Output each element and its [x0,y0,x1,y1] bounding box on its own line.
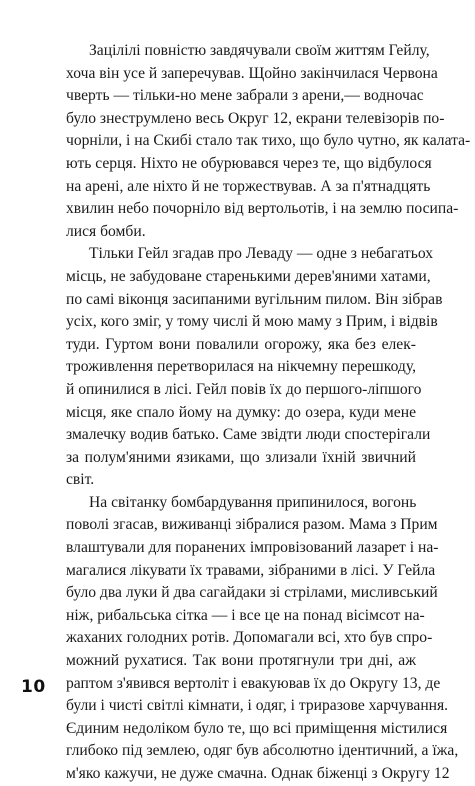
text-line: На світанку бомбардування припинилося, вогонь [89,493,417,511]
page-number: 10 [21,677,46,697]
text-line: змалечку водив батько. Саме звідти люди спостерігали [66,426,431,444]
text-line: місць, не забудоване старенькими дерев'яними хатами, [66,267,431,285]
text-line: було знеструмлено весь Округ 12, екрани телевізорів по- [66,109,445,127]
text-line: хоча він усе й заперечував. Щойно закінчилася Червона [66,64,438,82]
text-line: за полум'яними язиками, що злизали їхній звичний [66,448,416,466]
text-line: троживлення перетворилася на нікчемну перешкоду, [66,358,416,376]
text-line: Тільки Гейл згадав про Леваду — одне з небагатьох [89,245,434,263]
text-line: були і чисті світлі кімнати, і одяг, і триразове харчування. [66,697,449,715]
text-line: жаханих голодних ротів. Допомагали всі, хто був спро- [66,629,433,647]
text-line: й опинилися в лісі. Гейл повів їх до першого-ліпшого [66,380,422,398]
text-line: усіх, кого зміг, у тому числі й мою маму з Прим, і відвів [66,313,438,331]
text-line: влаштували для поранених імпровізований лазарет і на- [66,539,439,557]
text-line: на арені, але ніхто й не торжествував. А за п'ятнадцять [66,177,431,195]
paragraph-3 [66,492,459,786]
text-line: чверть — тільки-но мене забрали з арени,— водночас [66,87,424,105]
text-line: по самі віконця засипаними вугільним пилом. Він зібрав [66,290,443,308]
paragraph-1 [66,40,471,243]
text-line: місця, яке спало йому на думку: до озера, куди мене [66,403,416,421]
text-line: глибоко під землею, одяг був абсолютно ідентичний, а їжа, [66,742,459,760]
text-line: м'яко кажучи, не дуже смачна. Однак біженці з Округу 12 [66,765,450,782]
text-line: світ. [66,471,95,489]
text-line: було два луки й два сагайдаки зі стрілами, мисливський [66,584,438,602]
text-line: магалися лікувати їх травами, зібраними в лісі. У Гейла [66,561,436,579]
text-line: раптом з'явився вертоліт і евакуював їх до Округу 13, де [66,674,441,692]
body-text [66,40,471,786]
text-line: ніж, рибальська сітка — і все це на понад вісімсот на- [66,606,425,624]
text-line: ють серця. Ніхто не обурювався через те, що відбулося [66,154,432,172]
text-line: можний рухатися. Так вони протягнули три дні, аж [66,652,416,670]
paragraph-2 [66,243,443,492]
text-line: чорніли, і на Скибі стало так тихо, що було чутно, як калата- [66,132,471,150]
text-line: хвилин небо почорніло від вертольотів, і на землю посипа- [66,200,459,218]
text-line: поволі згасав, виживанці зібралися разом. Мама з Прим [66,516,438,534]
text-line: лися бомби. [66,222,146,240]
text-line: туди. Гуртом вони повалили огорожу, яка без елек- [66,335,416,353]
text-line: Єдиним недоліком було те, що всі приміщення містилися [66,719,448,737]
text-line: Зацілілі повністю завдячували своїм життям Гейлу, [89,42,430,59]
